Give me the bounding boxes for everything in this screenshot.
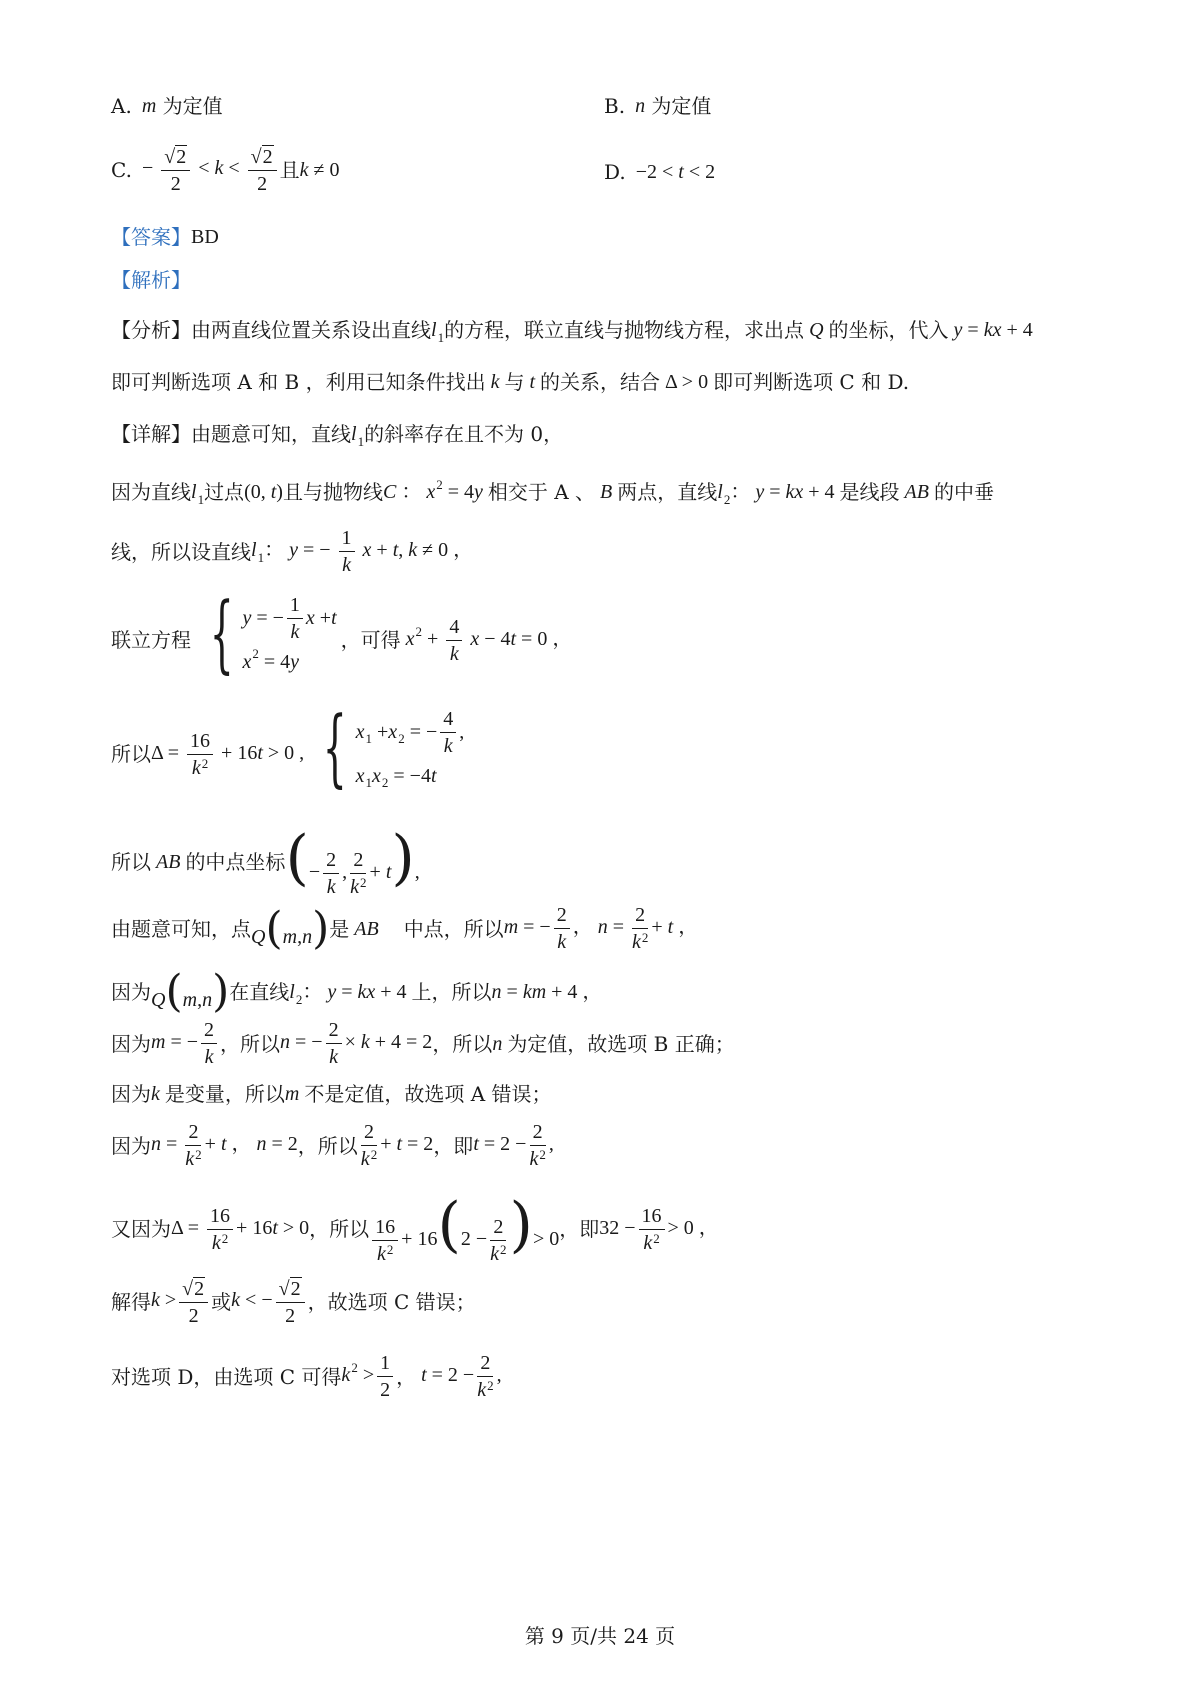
p5-text-1: 所以 <box>111 850 151 875</box>
xiangjie-text-1: 由题意可知，直线 <box>191 422 351 446</box>
fenxi-text-3: 的坐标，代入 <box>828 318 949 342</box>
paragraph-3 <box>111 584 573 684</box>
p6-text-3: 中点，所以 <box>403 916 504 941</box>
fenxi-text-1: 由两直线位置关系设出直线 <box>191 318 431 342</box>
math-delta: Δ = $\frac{16}{k^2}$ + 16t > 0 <box>171 1204 310 1254</box>
math-point-0t: (0, t) <box>244 481 283 503</box>
math-k-lt: k < − √ 2 2 <box>231 1277 307 1326</box>
math-delta-pos: Δ > 0 <box>660 371 714 393</box>
option-b <box>604 96 711 116</box>
paragraph-6 <box>111 902 699 954</box>
math-l1-eq: $l_1$： y = − $\frac{1}{k}$ x + t, k ≠ 0 ， <box>251 527 474 576</box>
math-m: m <box>284 1083 305 1105</box>
option-a-text: 为定值 <box>162 94 223 118</box>
p1-text-1: 因为直线 <box>111 480 191 504</box>
xiangjie-line <box>111 422 564 449</box>
p9-text-3: 不是定值，故选项 A 错误； <box>304 1082 552 1106</box>
p1-text-7: 的中垂 <box>933 480 994 504</box>
p11-text-1: 又因为 <box>111 1217 171 1242</box>
p1-text-3: 且与抛物线 <box>282 480 383 504</box>
xiangjie-text-2: 的斜率存在且不为 0， <box>364 422 564 446</box>
p5-text-2: 的中点坐标 <box>185 850 286 875</box>
math-l1: $l_1$ <box>431 319 445 345</box>
p11-text-2: ，所以 <box>309 1217 370 1242</box>
option-d-expr: −2 < t < 2 <box>635 161 716 183</box>
paragraph-11 <box>111 1190 719 1265</box>
option-b-text: 为定值 <box>651 94 712 118</box>
analysis-tag: 【解析】 <box>111 268 191 292</box>
math-ineq: 32 − $\frac{16}{k^2}$ > 0 ， <box>599 1204 719 1254</box>
option-b-letter: B. <box>604 94 626 118</box>
option-c-letter: C. <box>111 157 132 182</box>
math-k: k <box>151 1083 165 1105</box>
p1-text-2: 过点 <box>204 480 245 504</box>
p10-text-2: ，所以 <box>297 1133 358 1158</box>
p8-text-3: ，所以 <box>432 1031 493 1056</box>
math-ab: AB <box>349 917 404 940</box>
p13-text-2: ， <box>396 1364 417 1389</box>
math-n: n <box>492 1032 508 1055</box>
math-delta: Δ = $\frac{16}{k^2}$ + 16t > 0 , <box>151 729 305 779</box>
system-1: { y = − $\frac{1}{k}$ x + t x 2 = 4 y <box>209 584 337 682</box>
fenxi-tag: 【分析】 <box>111 318 191 342</box>
p8-text-2: ，所以 <box>220 1031 281 1056</box>
math-t-expr: t = 2 − $\frac{2}{k^2}$ , <box>421 1352 502 1401</box>
xiangjie-tag: 【详解】 <box>111 422 191 446</box>
page-footer: 第 9 页/共 24 页 <box>524 1624 676 1648</box>
paragraph-8 <box>111 1020 735 1067</box>
p12-text-3: ，故选项 C 错误； <box>307 1289 476 1314</box>
math-delta-sub: $\frac{16}{k^2}$ + 16(2 − $\frac{2}{k^2}$ )> 0 <box>369 1195 559 1264</box>
p8-text-4: 为定值，故选项 B 正确； <box>507 1031 735 1056</box>
p4-text-1: 所以 <box>111 742 151 766</box>
fenxi-line-1 <box>111 318 1033 345</box>
p10-text-1: 因为 <box>111 1133 151 1158</box>
math-m-value: m = − $\frac{2}{k}$ <box>151 1020 220 1067</box>
fenxi-text-2: 的方程，联立直线与抛物线方程，求出点 <box>444 318 805 342</box>
math-q: Q <box>804 319 829 341</box>
analysis-header <box>111 270 191 290</box>
math-q-mn: Q(m,n) <box>251 902 330 954</box>
p7-text-3: 上，所以 <box>411 980 492 1004</box>
p13-text-1: 对选项 D，由选项 C 可得 <box>111 1364 342 1389</box>
math-k2-gt: $k^2$ > $\frac{1}{2}$ <box>341 1353 396 1400</box>
p6-text-1: 由题意可知，点 <box>111 916 251 941</box>
p12-text-2: 或 <box>211 1289 232 1314</box>
math-midpoint: (− $\frac{2}{k}$ , $\frac{2}{k^2}$ + t), <box>285 823 420 898</box>
math-parabola: C ： $x^2 = 4y$ <box>382 477 483 503</box>
option-a-letter: A. <box>111 94 132 118</box>
paragraph-1 <box>111 477 994 507</box>
option-c-math: − √ 2 2 < k < √ 2 2 <box>142 145 280 194</box>
answer-value: BD <box>191 226 219 248</box>
fenxi-line-2 <box>111 372 909 392</box>
math-mn-values: m = − $\frac{2}{k}$ ， n = $\frac{2}{k^2}$ + t ， <box>503 904 699 953</box>
p2-text-1: 线，所以设直线 <box>111 539 251 564</box>
answer-tag: 【答案】 <box>111 225 191 249</box>
math-l1: $l_1$ <box>351 423 365 449</box>
p6-text-2: 是 <box>329 916 350 941</box>
option-d <box>604 162 715 182</box>
math-t-solved: t = 2 − $\frac{2}{k^2}$ , <box>473 1121 554 1170</box>
math-n-value: n = − $\frac{2}{k}$ × k + 4 = 2 <box>280 1019 433 1068</box>
system-2: { x 1 + x 2 = − $\frac{4}{k}$ , x 1 x 2 = −4 t <box>322 698 465 796</box>
math-b: B <box>595 481 618 503</box>
p3-text-1: 联立方程 <box>111 628 191 652</box>
p1-text-6: 是线段 <box>839 480 900 504</box>
paragraph-9 <box>111 1084 552 1104</box>
paragraph-12 <box>111 1277 476 1326</box>
p10-text-3: ，即 <box>433 1133 474 1158</box>
math-n-expr: n = $\frac{2}{k^2}$ + t ， n = 2 <box>151 1121 298 1170</box>
paragraph-7 <box>111 966 603 1017</box>
math-line2-eq: y = kx + 4 <box>953 319 1033 341</box>
fenxi-text-7: 即可判断选项 C 和 D. <box>713 370 910 394</box>
p9-text-1: 因为 <box>111 1082 151 1106</box>
math-n-km: n = km + 4 ， <box>491 981 603 1003</box>
paragraph-5 <box>111 823 420 898</box>
math-l2-eq: $l_2$： y = kx + 4 <box>717 481 840 507</box>
option-b-var: n <box>635 95 646 117</box>
p7-text-1: 因为 <box>111 980 151 1004</box>
math-l2-eq: $l_2$： y = kx + 4 <box>289 981 412 1007</box>
math-ab: AB <box>151 851 186 874</box>
p11-text-3: ，即 <box>559 1217 600 1242</box>
math-q-mn: Q(m,n) <box>151 966 230 1017</box>
math-k: k <box>485 371 505 393</box>
option-c-tail: 且 <box>279 157 300 182</box>
math-t: t <box>524 371 541 393</box>
option-c <box>111 145 340 194</box>
math-l1: $l_1$ <box>191 481 205 507</box>
option-c-math2: k ≠ 0 <box>299 158 340 181</box>
paragraph-13 <box>111 1353 502 1400</box>
math-t-eq: $\frac{2}{k^2}$ + t = 2 <box>360 1121 434 1170</box>
p8-text-1: 因为 <box>111 1031 151 1056</box>
math-quadratic: $x^2$ + $\frac{4}{k}$ x − 4t = 0 ， <box>405 615 573 665</box>
fenxi-text-6: 的关系，结合 <box>540 370 661 394</box>
p12-text-1: 解得 <box>111 1289 151 1314</box>
math-ab: AB <box>899 481 934 503</box>
option-a-var: m <box>141 95 157 117</box>
p9-text-2: 是变量，所以 <box>164 1082 285 1106</box>
option-d-letter: D. <box>604 160 626 184</box>
p3-text-2: ，可得 <box>340 628 401 652</box>
fenxi-text-4: 即可判断选项 A 和 B ，利用已知条件找出 <box>111 370 486 394</box>
p7-text-2: 在直线 <box>229 980 290 1004</box>
answer-line <box>111 227 219 247</box>
fenxi-text-5: 与 <box>504 370 525 394</box>
option-a <box>111 96 223 116</box>
math-k-gt: k > √ 2 2 <box>151 1277 211 1326</box>
paragraph-4 <box>111 698 468 798</box>
paragraph-2 <box>111 528 473 575</box>
p1-text-5: 两点，直线 <box>617 480 718 504</box>
paragraph-10 <box>111 1122 554 1169</box>
p1-text-4: 相交于 A 、 <box>487 480 596 504</box>
